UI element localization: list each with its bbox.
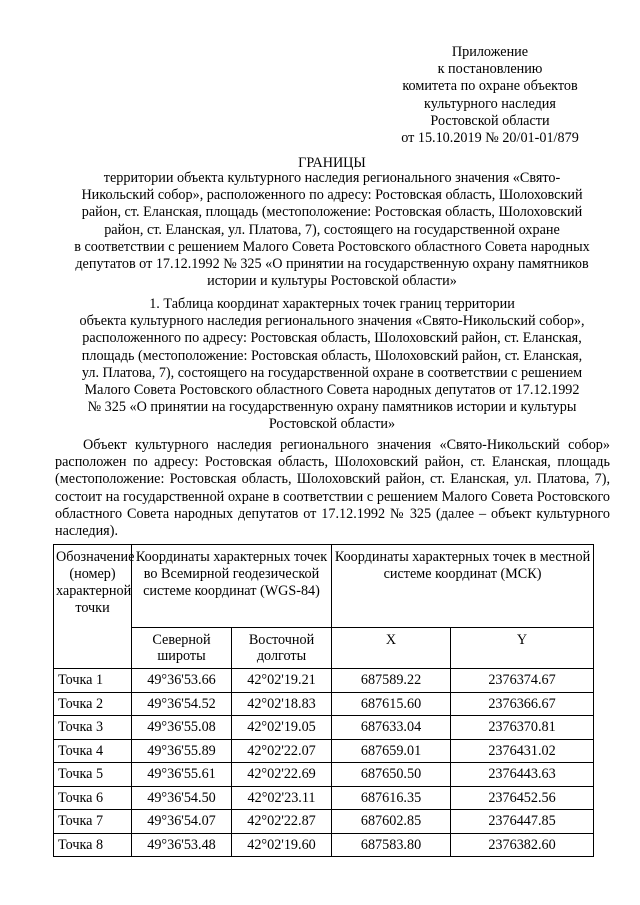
point-north: 49°36'54.07 (132, 810, 232, 834)
point-east: 42°02'19.05 (232, 716, 332, 740)
header-east-longitude: Восточной долготы (232, 628, 332, 669)
subtitle-line: Никольский собор», расположенного по адресу: Ростовская область, Шолоховский (81, 187, 583, 204)
heading-line: № 325 «О принятии на государственную охрану памятников истории и культуры (87, 399, 577, 416)
point-east: 42°02'22.87 (232, 810, 332, 834)
object-description-paragraph: Объект культурного наследия регионального значения «Свято-Никольский собор» расположен по адресу: Ростовская область, Шолоховский район, ст. Еланская, площадь (местоположение: Ростовская область, Шолоховский район, ст. Еланская, ул. Платова, 7), состоит на государственной охране в соответствии с решением Малого Совета Ростовского областного Совета народных депутатов от 17.12.1992 № 325 (далее – объект культурного наследия). (55, 437, 610, 540)
annex-line: Ростовской области (430, 112, 550, 129)
annex-line: от 15.10.2019 № 20/01-01/879 (401, 129, 579, 146)
point-x: 687659.01 (332, 739, 451, 763)
annex-line: к постановлению (437, 61, 543, 78)
heading-line: расположенного по адресу: Ростовская область, Шолоховский район, ст. Еланская, (82, 330, 582, 347)
header-x: X (332, 628, 451, 669)
document-subtitle (50, 170, 614, 290)
point-name: Точка 7 (54, 810, 132, 834)
document-title: ГРАНИЦЫ (298, 155, 366, 171)
header-msk: Координаты характерных точек в местной системе координат (МСК) (332, 545, 594, 628)
header-y: Y (451, 628, 594, 669)
table-row (54, 786, 594, 810)
point-x: 687633.04 (332, 716, 451, 740)
subtitle-line: депутатов от 17.12.1992 № 325 «О принятии на государственную охрану памятников (75, 255, 589, 272)
point-x: 687583.80 (332, 833, 451, 857)
heading-line: Малого Совета Ростовского областного Совета народных депутатов от 17.12.1992 (84, 381, 580, 398)
point-y: 2376370.81 (451, 716, 594, 740)
point-x: 687650.50 (332, 763, 451, 787)
point-east: 42°02'19.21 (232, 669, 332, 693)
table-row (54, 739, 594, 763)
coordinates-table (53, 544, 594, 857)
point-name: Точка 2 (54, 692, 132, 716)
annex-line: комитета по охране объектов (402, 78, 578, 95)
table-row (54, 716, 594, 740)
header-wgs84: Координаты характерных точек во Всемирной геодезической системе координат (WGS-84) (132, 545, 332, 628)
subtitle-line: территории объекта культурного наследия регионального значения «Свято- (103, 170, 561, 186)
point-north: 49°36'55.89 (132, 739, 232, 763)
table-row (54, 692, 594, 716)
point-north: 49°36'53.48 (132, 833, 232, 857)
point-east: 42°02'19.60 (232, 833, 332, 857)
table-row (54, 833, 594, 857)
point-name: Точка 4 (54, 739, 132, 763)
point-name: Точка 5 (54, 763, 132, 787)
annex-line: культурного наследия (424, 95, 556, 112)
point-y: 2376366.67 (451, 692, 594, 716)
point-x: 687589.22 (332, 669, 451, 693)
subtitle-line: район, ст. Еланская, площадь (местоположение: Ростовская область, Шолоховский (81, 204, 583, 221)
point-north: 49°36'54.52 (132, 692, 232, 716)
heading-line: объекта культурного наследия регионального значения «Свято-Никольский собор», (79, 313, 585, 330)
point-north: 49°36'55.08 (132, 716, 232, 740)
table-heading (50, 296, 614, 434)
point-east: 42°02'22.07 (232, 739, 332, 763)
annex-line: Приложение (451, 44, 529, 60)
annex-block (380, 44, 600, 147)
point-name: Точка 8 (54, 833, 132, 857)
heading-line: ул. Платова, 7), состоящего на государственной охране в соответствии с решением (81, 364, 583, 381)
point-east: 42°02'23.11 (232, 786, 332, 810)
point-y: 2376431.02 (451, 739, 594, 763)
point-name: Точка 3 (54, 716, 132, 740)
point-east: 42°02'18.83 (232, 692, 332, 716)
point-x: 687616.35 (332, 786, 451, 810)
point-y: 2376374.67 (451, 669, 594, 693)
heading-line: 1. Таблица координат характерных точек границ территории (149, 296, 515, 312)
point-east: 42°02'22.69 (232, 763, 332, 787)
point-name: Точка 1 (54, 669, 132, 693)
subtitle-line: истории и культуры Ростовской области» (207, 273, 457, 290)
point-north: 49°36'53.66 (132, 669, 232, 693)
point-north: 49°36'54.50 (132, 786, 232, 810)
subtitle-line: в соответствии с решением Малого Совета Ростовского областного Совета народных (74, 238, 590, 255)
table-row (54, 669, 594, 693)
subtitle-line: район, ст. Еланская, ул. Платова, 7), состоящего на государственной охране (104, 221, 560, 238)
table-row (54, 763, 594, 787)
header-designation: Обозначение (номер) характерной точки (54, 545, 132, 669)
point-north: 49°36'55.61 (132, 763, 232, 787)
point-y: 2376382.60 (451, 833, 594, 857)
header-north-latitude: Северной широты (132, 628, 232, 669)
table-row (54, 810, 594, 834)
point-x: 687615.60 (332, 692, 451, 716)
point-name: Точка 6 (54, 786, 132, 810)
heading-line: площадь (местоположение: Ростовская область, Шолоховский район, ст. Еланская, (81, 347, 583, 364)
point-y: 2376452.56 (451, 786, 594, 810)
heading-line: Ростовской области» (268, 416, 396, 433)
point-y: 2376447.85 (451, 810, 594, 834)
point-y: 2376443.63 (451, 763, 594, 787)
point-x: 687602.85 (332, 810, 451, 834)
